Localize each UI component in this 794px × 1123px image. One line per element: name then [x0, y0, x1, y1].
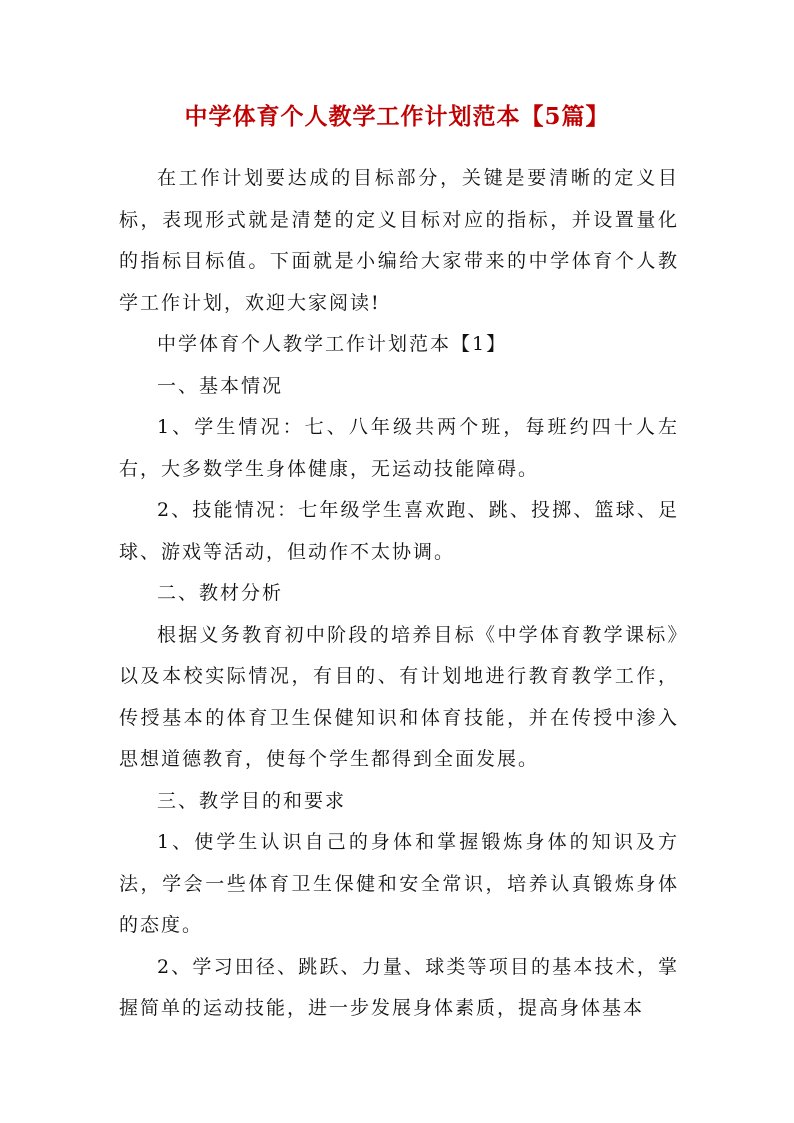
- paragraph-goal-2: 2、学习田径、跳跃、力量、球类等项目的基本技术，掌握简单的运动技能，进一步发展身体素质，提高身体基本: [119, 955, 679, 1019]
- document-body: [119, 158, 679, 1030]
- paragraph-textbook-analysis: 根据义务教育初中阶段的培养目标《中学体育教学课标》以及本校实际情况，有目的、有计划地进行教育教学工作，传授基本的体育卫生保健知识和体育技能，并在传授中渗入思想道德教育，使每个学生都得到全面发展。: [119, 623, 679, 770]
- document-title: 中学体育个人教学工作计划范本【5篇】: [184, 103, 610, 130]
- heading-basic-situation: 一、基本情况: [157, 374, 284, 397]
- heading-teaching-goals: 三、教学目的和要求: [157, 789, 347, 812]
- paragraph-student-situation: 1、学生情况：七、八年级共两个班，每班约四十人左右，大多数学生身体健康，无运动技能障碍。: [119, 416, 679, 480]
- section-title-1: 中学体育个人教学工作计划范本【1】: [157, 333, 508, 355]
- paragraph-goal-1: 1、使学生认识自己的身体和掌握锻炼身体的知识及方法，学会一些体育卫生保健和安全常识，培养认真锻炼身体的态度。: [119, 831, 679, 936]
- intro-paragraph: 在工作计划要达成的目标部分，关键是要清晰的定义目标，表现形式就是清楚的定义目标对应的指标，并设置量化的指标目标值。下面就是小编给大家带来的中学体育个人教学工作计划，欢迎大家阅读!: [119, 167, 679, 314]
- paragraph-skill-situation: 2、技能情况：七年级学生喜欢跑、跳、投掷、篮球、足球、游戏等活动，但动作不太协调。: [119, 499, 679, 563]
- heading-textbook-analysis: 二、教材分析: [157, 582, 284, 604]
